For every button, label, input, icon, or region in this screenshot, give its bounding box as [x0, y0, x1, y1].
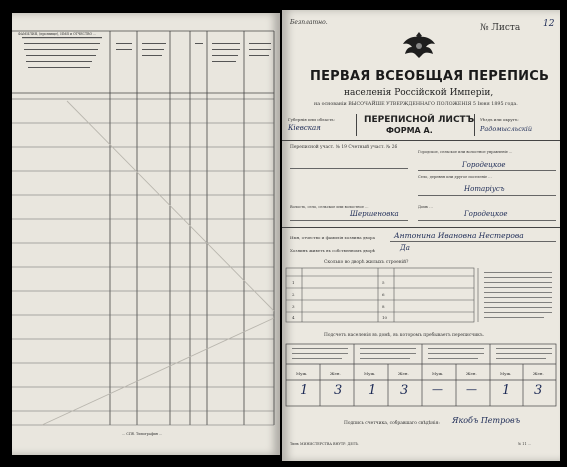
count-value-7: 1	[502, 383, 511, 398]
count-value-2: 3	[334, 383, 343, 398]
count-value-8: 3	[534, 383, 543, 398]
count-value-5: —	[432, 383, 443, 396]
census-subtitle: населенія Россійской Имперіи,	[344, 88, 494, 98]
housing-value: Да	[400, 244, 410, 252]
svg-text:4: 4	[292, 315, 295, 320]
rooms-grid	[282, 266, 560, 326]
field-row-1-label: Городское, сельское или волостное управленіе ...	[418, 150, 513, 154]
form-title: ПЕРЕПИСНОЙ ЛИСТЪ	[364, 115, 475, 125]
owner-value: Антонина Ивановна Нестерова	[394, 231, 524, 240]
count-value-6: —	[466, 383, 477, 396]
right-page	[282, 10, 560, 461]
province-value: Кіевская	[288, 124, 321, 132]
summary-heading: Подсчетъ населенія въ домѣ, въ которомъ пребываетъ переписчикъ.	[324, 333, 485, 338]
divider	[418, 195, 556, 196]
left-page	[12, 13, 280, 455]
field-row-3-label: Волость, село, сельское или волостное ...	[290, 205, 369, 209]
divider	[418, 170, 556, 171]
divider	[390, 241, 556, 242]
divider	[290, 220, 408, 221]
field-row-3-value: Шершеновка	[350, 210, 399, 218]
signature-label: Подпись счетчика, собравшаго свѣдѣнія:	[344, 421, 440, 426]
field-row-1-value: Городецкое	[462, 161, 506, 169]
field-row-4-label: Домъ ...	[418, 205, 433, 209]
svg-text:8: 8	[382, 304, 385, 309]
district-label: Уѣздъ или округъ:	[480, 117, 519, 122]
count-value-3: 1	[368, 383, 377, 398]
count-value-4: 3	[400, 383, 409, 398]
count-header-8: Жен.	[533, 371, 544, 376]
sheet-number: 12	[543, 19, 555, 29]
corner-stamp: Безплатно.	[290, 19, 328, 26]
housing-label: Хозяинъ живетъ въ собственномъ дворѣ	[290, 248, 376, 253]
count-header-3: Муж.	[364, 371, 376, 376]
svg-text:2: 2	[292, 292, 295, 297]
count-header-5: Муж.	[432, 371, 444, 376]
imperial-eagle-emblem	[402, 30, 436, 60]
census-title: ПЕРВАЯ ВСЕОБЩАЯ ПЕРЕПИСЬ	[310, 69, 550, 84]
summary-table-grid	[282, 342, 560, 412]
province-label: Губернія или область:	[288, 117, 335, 122]
divider	[282, 227, 560, 228]
count-header-7: Муж.	[500, 371, 512, 376]
left-column-header-1: ФАМИЛИЯ, (прозвище), ИМЯ и ОТЧЕСТВО ...	[18, 32, 97, 36]
divider	[290, 168, 408, 169]
sheet-label: № Листа	[480, 23, 521, 33]
svg-text:1: 1	[292, 280, 295, 285]
svg-text:6: 6	[382, 292, 385, 297]
field-row-2-label: Село, деревня или другое поселеніе ...	[418, 175, 492, 179]
signature-value: Якобъ Петровъ	[452, 416, 521, 425]
divider	[282, 140, 560, 141]
footer-right: № 11 ...	[518, 442, 531, 446]
divider	[418, 220, 556, 221]
svg-text:3: 3	[292, 304, 295, 309]
form-subtitle: ФОРМА А.	[386, 126, 433, 135]
field-row-4-value: Городецкое	[464, 210, 508, 218]
count-header-6: Жен.	[466, 371, 477, 376]
svg-text:10: 10	[382, 315, 388, 320]
count-header-2: Жен.	[330, 371, 341, 376]
left-page-grid	[12, 13, 280, 455]
footer-left: Типъ МИНИСТЕРСТВА ВНУТР. ДЕЛЪ	[290, 442, 359, 446]
svg-text:5: 5	[382, 280, 385, 285]
owner-label: Имя, отчество и фамилія хозяина двора	[290, 235, 375, 240]
count-header-1: Муж.	[296, 371, 308, 376]
district-value: Радомысльскій	[480, 125, 533, 133]
field-row-2-value: Нотаріусъ	[464, 185, 505, 193]
count-value-1: 1	[300, 383, 309, 398]
census-district-line: Переписной участ. № 19 Счетный участ. № 26	[290, 145, 398, 150]
rooms-heading: Сколько во дворѣ жилыхъ строеній?	[324, 260, 409, 265]
left-footer-note: ... СПб. Типография ...	[122, 432, 163, 436]
count-header-4: Жен.	[398, 371, 409, 376]
census-decree: на основаніи ВЫСОЧАЙШЕ УТВЕРЖДЕННАГО ПОЛОЖЕНІЯ 5 Іюня 1895 года.	[314, 102, 518, 107]
